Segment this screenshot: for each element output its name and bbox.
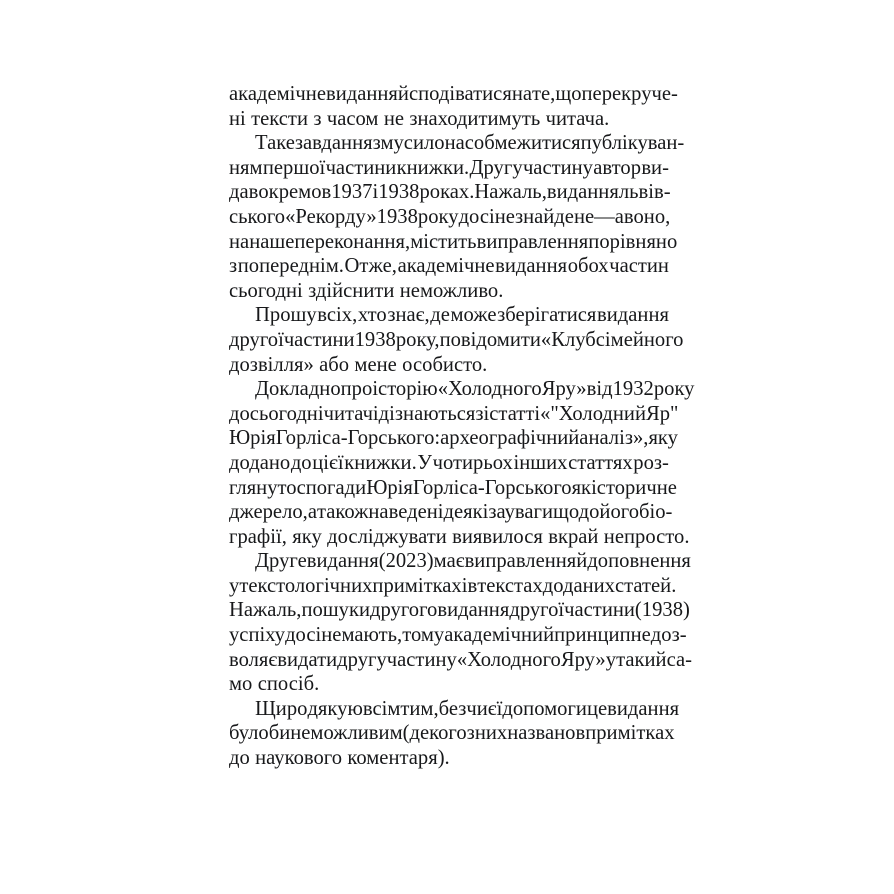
text-line: сьогодні здійснити неможливо.	[229, 279, 504, 302]
text-word: дав	[229, 181, 259, 204]
text-word: доз-	[650, 624, 687, 647]
text-line	[229, 328, 684, 353]
text-line	[229, 721, 675, 746]
text-word: мають,	[341, 624, 403, 647]
text-word: наше	[249, 230, 295, 253]
text-word: частин	[609, 255, 669, 278]
text-word: видання	[546, 181, 619, 204]
text-word: Другу	[469, 156, 523, 179]
text-line	[229, 426, 678, 451]
text-word: неможливим	[290, 722, 403, 745]
text-word: «	[540, 402, 551, 425]
text-word: досі	[285, 624, 322, 647]
text-word: воляє	[229, 648, 278, 671]
text-word: читачі	[323, 402, 379, 425]
text-word: містить	[410, 230, 477, 253]
text-word: академічне	[229, 83, 326, 105]
text-word: обмежитися	[473, 132, 581, 155]
text-word: знайдене	[514, 205, 595, 228]
text-word: львів-	[618, 181, 671, 204]
text-word: сьогодні	[249, 402, 324, 425]
text-word: а	[307, 501, 317, 524]
text-word: знає,	[387, 304, 430, 327]
text-word: Юрія	[229, 427, 276, 450]
text-line	[229, 230, 678, 255]
text-line: ні тексти з часом не знаходитимуть читача.	[229, 107, 610, 130]
text-word: успіху	[229, 624, 286, 647]
text-word: сподіватися	[408, 83, 512, 105]
text-word: біо-	[639, 501, 673, 524]
text-word: ви-	[641, 156, 669, 179]
text-word: що	[555, 83, 582, 105]
text-word: частини	[325, 156, 397, 179]
text-word: також	[316, 501, 369, 524]
text-word: обох	[567, 255, 609, 278]
text-word: досі	[458, 205, 495, 228]
text-word: в	[575, 722, 586, 745]
text-word: як	[571, 476, 592, 499]
text-word: зі	[475, 402, 490, 425]
text-word: видати	[277, 648, 338, 671]
text-word: Яру»	[560, 648, 606, 671]
text-word: року,	[395, 328, 440, 351]
text-word: зберігатися	[497, 304, 597, 327]
body-paragraph	[229, 303, 684, 377]
text-word: видання	[306, 550, 379, 573]
text-word: про	[340, 378, 373, 401]
body-paragraph	[229, 377, 695, 549]
text-word: наведені	[368, 501, 444, 524]
text-word: ського	[229, 205, 286, 228]
text-word: Таке	[255, 132, 295, 155]
text-word: Горліса-Горського	[412, 476, 572, 499]
text-word: статті	[489, 402, 541, 425]
text-word: 1938	[376, 205, 418, 228]
text-line	[229, 598, 690, 623]
text-word: У	[417, 451, 432, 474]
text-word: принцип	[554, 624, 631, 647]
text-word: примітках	[372, 574, 462, 597]
text-word: 1937	[331, 181, 373, 204]
text-word: Яру»	[541, 378, 587, 401]
text-line	[229, 648, 692, 673]
text-word: змусило	[372, 132, 445, 155]
text-word: текстологічних	[239, 574, 373, 597]
text-word: й	[576, 550, 588, 573]
text-word: має	[433, 550, 465, 573]
text-word: до	[290, 451, 312, 474]
text-word: доданих	[542, 574, 615, 597]
text-word: допомоги	[502, 697, 587, 720]
text-line: графії, яку досліджувати виявилося вкрай непросто.	[229, 525, 690, 548]
text-word: було	[229, 722, 269, 745]
text-word: —	[594, 205, 615, 228]
text-line	[229, 254, 669, 279]
text-line	[229, 697, 680, 722]
text-word: перекруче-	[581, 83, 678, 105]
text-word: хто	[357, 304, 387, 327]
text-word: другу	[337, 648, 387, 671]
body-text-column	[229, 82, 695, 771]
text-word: не	[321, 624, 342, 647]
text-word: окремо	[258, 181, 322, 204]
text-word: "Холодний	[550, 402, 646, 425]
text-word: переконання,	[294, 230, 411, 253]
text-word: на	[229, 230, 250, 253]
text-word: виправлення	[464, 550, 577, 573]
text-word: «Холодного	[456, 648, 561, 671]
text-word: археографічний	[440, 427, 580, 450]
text-word: них	[474, 722, 508, 745]
text-word: 1938	[378, 181, 420, 204]
text-word: цієї	[312, 451, 344, 474]
text-word: додано	[229, 451, 291, 474]
text-word: від	[586, 378, 613, 401]
text-word: книжки.	[396, 156, 470, 179]
body-paragraph	[229, 131, 685, 303]
text-line	[229, 82, 678, 107]
text-word: всім	[362, 697, 401, 720]
text-word: (2023)	[378, 550, 434, 573]
text-line	[229, 574, 677, 599]
text-word: Щиро	[255, 697, 308, 720]
text-line	[229, 205, 669, 230]
text-word: до	[229, 402, 250, 425]
text-line: мо спосіб.	[229, 673, 320, 696]
text-word: видання	[597, 304, 669, 327]
text-word: попереднім.	[237, 255, 344, 278]
text-word: академічне	[397, 255, 495, 278]
text-word: порівняно	[588, 230, 678, 253]
text-word: з	[229, 255, 238, 278]
text-word: жаль,	[253, 599, 302, 622]
text-word: другої	[509, 599, 565, 622]
text-word: Докладно	[255, 378, 341, 401]
text-word: року	[653, 378, 695, 401]
text-word: «Холодного	[437, 378, 542, 401]
text-word: роз-	[633, 451, 669, 474]
text-word: Юрія	[366, 476, 413, 499]
text-word: воно,	[623, 205, 671, 228]
text-word: повідомити	[439, 328, 541, 351]
text-word: публікуван-	[580, 132, 685, 155]
text-word: текстах	[477, 574, 543, 597]
text-word: ням	[229, 156, 263, 179]
text-line: дозвілля» або мене особисто.	[229, 353, 488, 376]
text-line: до наукового коментаря).	[229, 747, 450, 770]
text-word: інших	[513, 451, 568, 474]
text-word: чотирьох	[432, 451, 513, 474]
text-word: деякі	[443, 501, 489, 524]
text-word: статей.	[614, 574, 677, 597]
text-line	[229, 156, 669, 181]
text-word: доповнення	[587, 550, 691, 573]
text-word: в	[467, 574, 478, 597]
text-word: його	[599, 501, 640, 524]
text-word: а	[614, 205, 624, 228]
text-word: глянуто	[229, 476, 297, 499]
text-word: другого	[370, 599, 438, 622]
text-line	[229, 623, 687, 648]
text-word: Горліса-Горського:	[275, 427, 441, 450]
text-word: сімейного	[595, 328, 684, 351]
text-word: частини	[564, 599, 635, 622]
text-word: і	[372, 181, 379, 204]
text-word: з	[466, 722, 475, 745]
text-word: «Клуб	[540, 328, 596, 351]
text-word: й	[397, 83, 409, 105]
body-paragraph	[229, 549, 692, 697]
text-word: історичне	[591, 476, 677, 499]
text-word: першої	[262, 156, 326, 179]
text-line	[229, 476, 677, 501]
text-word: яку	[648, 427, 678, 450]
text-word: видання	[325, 83, 398, 105]
text-word: у	[229, 574, 240, 597]
body-paragraph	[229, 82, 678, 131]
text-word: статтях	[568, 451, 633, 474]
text-word: дізнаються	[378, 402, 476, 425]
text-word: примітках	[585, 722, 675, 745]
text-word: те,	[532, 83, 556, 105]
text-word: другої	[229, 328, 284, 351]
text-word: жаль,	[498, 181, 547, 204]
text-word: названо	[507, 722, 576, 745]
text-word: де	[430, 304, 450, 327]
text-word: частини	[283, 328, 355, 351]
text-line	[229, 402, 679, 427]
text-word: На	[474, 181, 499, 204]
text-word: тому	[402, 624, 445, 647]
text-word: чиєї	[466, 697, 503, 720]
text-word: На	[229, 599, 254, 622]
text-word: Друге	[255, 550, 307, 573]
text-word: Прошу	[255, 304, 317, 327]
text-line	[229, 377, 695, 402]
text-word: виправлення	[476, 230, 589, 253]
text-word: частину	[386, 648, 457, 671]
text-word: зауваги	[488, 501, 554, 524]
text-word: автор	[593, 156, 642, 179]
text-word: в	[321, 181, 332, 204]
text-word: не	[630, 624, 651, 647]
text-word: дякую	[307, 697, 363, 720]
text-word: не	[494, 205, 515, 228]
text-line	[229, 131, 685, 156]
body-paragraph	[229, 697, 680, 771]
text-word: Яр"	[646, 402, 679, 425]
text-word: історію	[372, 378, 438, 401]
text-line	[229, 451, 669, 476]
text-word: року	[417, 205, 459, 228]
text-word: 1938	[354, 328, 396, 351]
text-word: книжки.	[344, 451, 417, 474]
text-word: видання	[437, 599, 510, 622]
text-word: пошуки	[301, 599, 371, 622]
text-word: аналіз»,	[579, 427, 649, 450]
text-word: може	[450, 304, 497, 327]
text-line	[229, 549, 691, 574]
text-line	[229, 500, 673, 525]
text-word: (декого	[402, 722, 467, 745]
text-word: це	[586, 697, 608, 720]
text-word: завдання	[294, 132, 373, 155]
text-word: нас	[444, 132, 474, 155]
text-word: са-	[666, 648, 692, 671]
text-word: академічний	[444, 624, 555, 647]
text-word: всіх,	[317, 304, 358, 327]
text-word: Отже,	[344, 255, 397, 278]
text-word: джерело,	[229, 501, 308, 524]
text-word: би	[268, 722, 291, 745]
text-line	[229, 180, 669, 205]
text-word: у	[605, 648, 617, 671]
text-word: частину	[522, 156, 593, 179]
text-word: (1938)	[634, 599, 690, 622]
text-word: «Рекорду»	[285, 205, 377, 228]
text-word: роках.	[419, 181, 475, 204]
text-word: щодо	[553, 501, 600, 524]
text-word: видання	[495, 255, 568, 278]
text-word: і	[461, 574, 468, 597]
text-word: без	[438, 697, 467, 720]
text-word: спогади	[296, 476, 367, 499]
text-word: тим,	[400, 697, 439, 720]
text-word: на	[511, 83, 533, 105]
text-line	[229, 303, 669, 328]
text-word: такий	[616, 648, 667, 671]
text-word: 1932	[612, 378, 654, 401]
text-word: видання	[607, 697, 680, 720]
